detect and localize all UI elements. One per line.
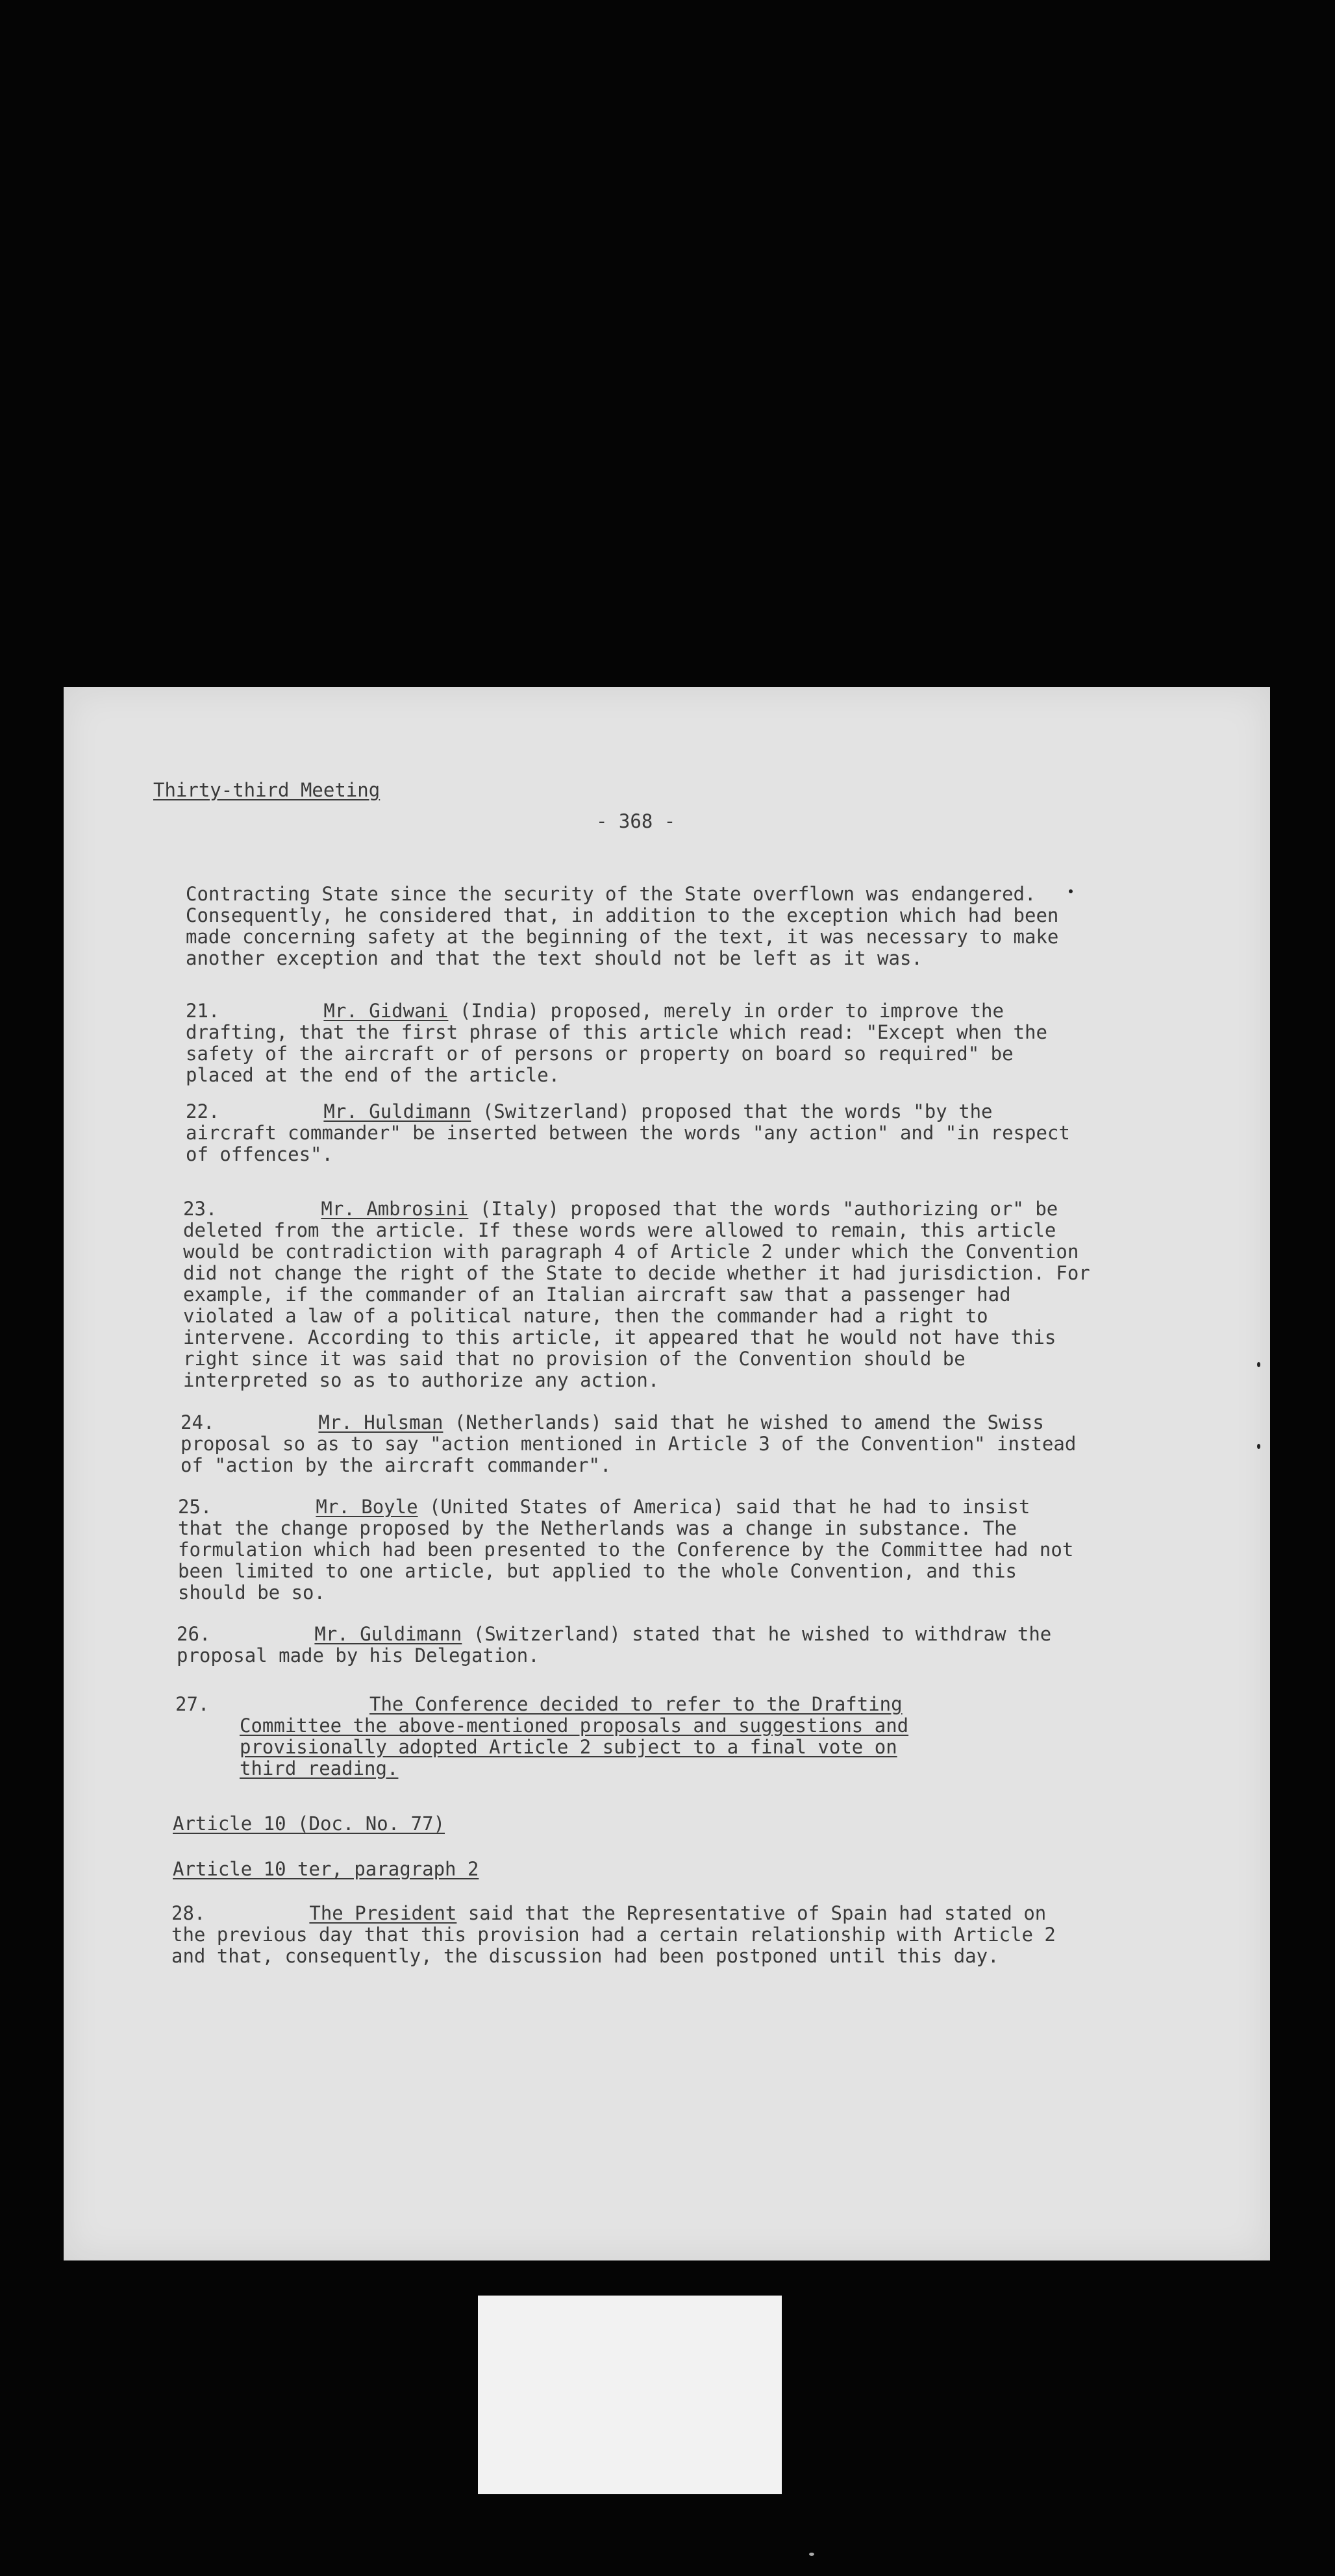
paragraph-text: (Switzerland) proposed that the words "by the aircraft commander" be inserted between the words "any action" and "in respect of offences". xyxy=(186,1100,1070,1165)
paragraph-text: said that the Representative of Spain had stated on the previous day that this provision had a certain relationship with Article 2 and that, consequently, the discussion had been postponed until this day. xyxy=(171,1902,1056,1967)
paragraph-number: 26. xyxy=(177,1623,211,1645)
paragraph-28 xyxy=(171,1903,1067,1967)
film-speck xyxy=(809,2553,814,2556)
paragraph-number: 27. xyxy=(175,1693,210,1715)
paragraph-26 xyxy=(177,1624,1073,1666)
paragraph-21 xyxy=(186,1000,1082,1086)
paragraph-number: 22. xyxy=(186,1100,220,1122)
decision-text: The Conference decided to refer to the Drafting Committee the above-mentioned proposals and suggestions and provisionally adopted Article 2 subject to a final vote on third reading. xyxy=(240,1693,909,1779)
paragraph-text: Contracting State since the security of the State overflown was endangered. Consequently, he considered that, in addition to the exception which had been made concerning safety at the beginning of the text, it was necessary to make another exception and that the text should not be left as it was. xyxy=(186,883,1059,969)
speaker-name: Mr. Hulsman xyxy=(318,1411,443,1433)
page-number: - 368 - xyxy=(596,810,676,832)
paragraph-text: (Switzerland) stated that he wished to withdraw the proposal made by his Delegation. xyxy=(177,1623,1052,1666)
paragraph-text: (Italy) proposed that the words "authorizing or" be deleted from the article. If these words were allowed to remain, this article would be contradiction with paragraph 4 of Article 2 under which the Convention did not change the right of the State to decide whether it had jurisdiction. For example, if the commander of an Italian aircraft saw that a passenger had violated a law of a political nature, then the commander had a right to intervene. According to this article, it appeared that he would not have this right since it was said that no provision of the Convention should be interpreted so as to authorize any action. xyxy=(183,1198,1090,1391)
paragraph-text: (India) proposed, merely in order to improve the drafting, that the first phrase of this article which read: "Except when the safety of the aircraft or of persons or property on board so required" be placed at the end of the article. xyxy=(186,1000,1047,1086)
speaker-name: Mr. Ambrosini xyxy=(321,1198,469,1220)
paragraph-number: 23. xyxy=(183,1198,218,1220)
paragraph-number: 24. xyxy=(181,1411,215,1433)
margin-mark xyxy=(1257,1362,1260,1367)
speaker-name: Mr. Gidwani xyxy=(323,1000,449,1022)
heading-article-10: Article 10 (Doc. No. 77) xyxy=(173,1813,445,1835)
paragraph-continuation xyxy=(186,884,1101,969)
paragraph-25 xyxy=(178,1496,1074,1604)
heading-article-10-ter: Article 10 ter, paragraph 2 xyxy=(173,1858,479,1880)
paragraph-24 xyxy=(181,1412,1077,1476)
document-page xyxy=(64,687,1270,2260)
speaker-name: Mr. Boyle xyxy=(316,1496,418,1518)
speaker-name: The President xyxy=(309,1902,457,1924)
speaker-name: Mr. Guldimann xyxy=(314,1623,462,1645)
paragraph-number: 25. xyxy=(178,1496,212,1518)
paragraph-23 xyxy=(183,1198,1092,1391)
paragraph-number: 21. xyxy=(186,1000,220,1022)
paragraph-text: (United States of America) said that he had to insist that the change proposed by the Netherlands was a change in substance. The formulation which had been presented to the Conference by the Committee had not been limited to one article, but applied to the whole Convention, and this should be so. xyxy=(178,1496,1074,1604)
paragraph-text: (Netherlands) said that he wished to amend the Swiss proposal so as to say "action mentioned in Article 3 of the Convention" instead of "action by the aircraft commander". xyxy=(181,1411,1077,1476)
ink-dot xyxy=(1069,889,1073,893)
document-body xyxy=(64,687,1270,2260)
paragraph-22 xyxy=(186,1101,1082,1165)
speaker-name: Mr. Guldimann xyxy=(323,1100,471,1122)
blank-card xyxy=(478,2296,782,2494)
paragraph-number: 28. xyxy=(171,1902,206,1924)
meeting-header: Thirty-third Meeting xyxy=(153,779,381,801)
margin-mark xyxy=(1257,1444,1260,1449)
